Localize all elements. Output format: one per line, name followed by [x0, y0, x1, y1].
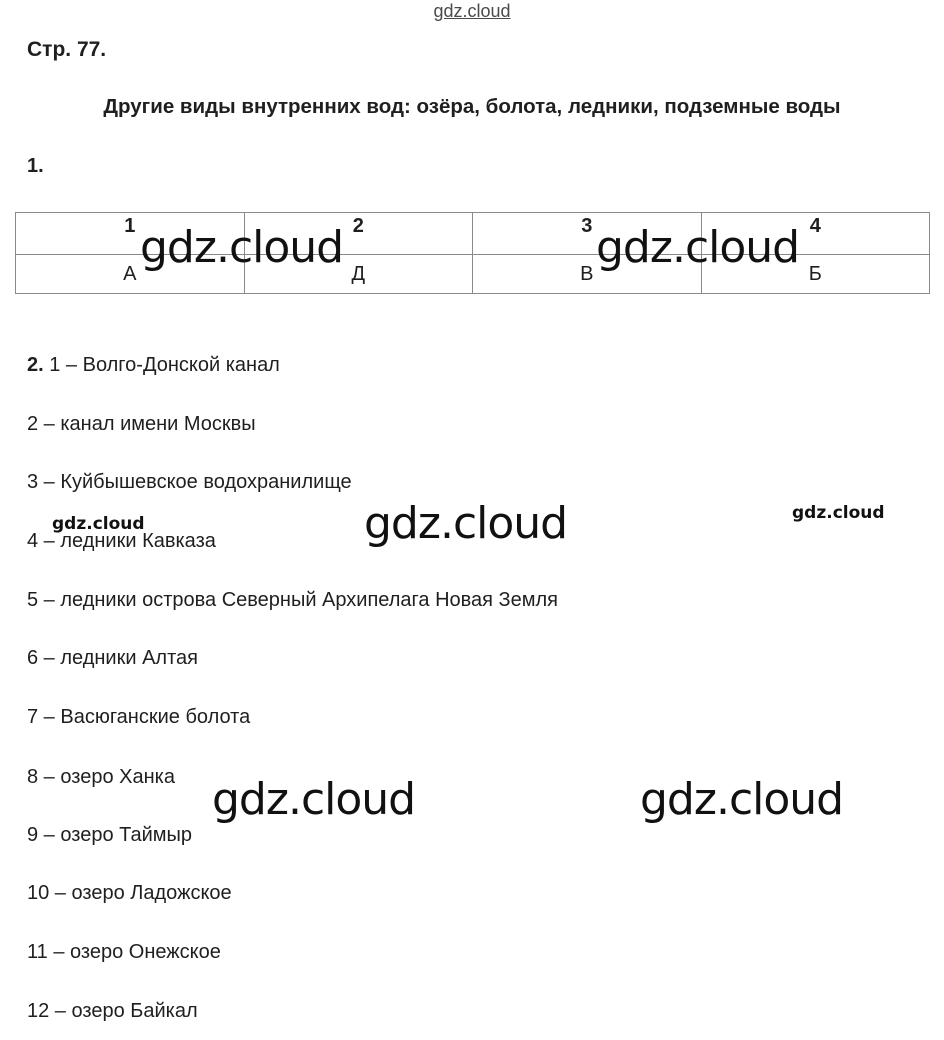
watermark: gdz.cloud [792, 503, 885, 523]
column-header: 3 [473, 213, 702, 255]
answer-cell: Б [701, 255, 930, 294]
watermark: gdz.cloud [640, 774, 844, 825]
task-2-item: 3 – Куйбышевское водохранилище [27, 471, 352, 493]
watermark: gdz.cloud [52, 514, 145, 534]
task-2-item: 10 – озеро Ладожское [27, 882, 232, 904]
task-2-number: 2. [27, 354, 44, 376]
section-heading: Другие виды внутренних вод: озёра, болота, ледники, подземные воды [103, 95, 841, 118]
watermark: gdz.cloud [212, 774, 416, 825]
column-header: 4 [701, 213, 930, 255]
task-1-number: 1. [27, 155, 44, 177]
answer-cell: В [473, 255, 702, 294]
task-2-item: 7 – Васюганские болота [27, 706, 251, 728]
watermark: gdz.cloud [364, 498, 568, 549]
answer-cell: А [16, 255, 245, 294]
task-2-item: 2 – канал имени Москвы [27, 413, 256, 435]
task-2-item: 11 – озеро Онежское [27, 941, 221, 963]
task-2-item: 5 – ледники острова Северный Архипелага Новая Земля [27, 589, 559, 611]
column-header: 1 [16, 213, 245, 255]
column-header: 2 [244, 213, 473, 255]
task-2-item: 2. 1 – Волго-Донской канал [27, 354, 280, 376]
watermark-top: gdz.cloud [433, 1, 511, 21]
task-2-item: 8 – озеро Ханка [27, 766, 175, 788]
page-reference: Стр. 77. [27, 38, 107, 61]
watermark: gdz.cloud [140, 222, 344, 273]
answer-cell: Д [244, 255, 473, 294]
task-2-item: 9 – озеро Таймыр [27, 824, 192, 846]
watermark: gdz.cloud [596, 222, 800, 273]
task-2-item: 4 – ледники Кавказа [27, 530, 216, 552]
task-2-item: 6 – ледники Алтая [27, 647, 198, 669]
task-2-item: 12 – озеро Байкал [27, 1000, 198, 1022]
